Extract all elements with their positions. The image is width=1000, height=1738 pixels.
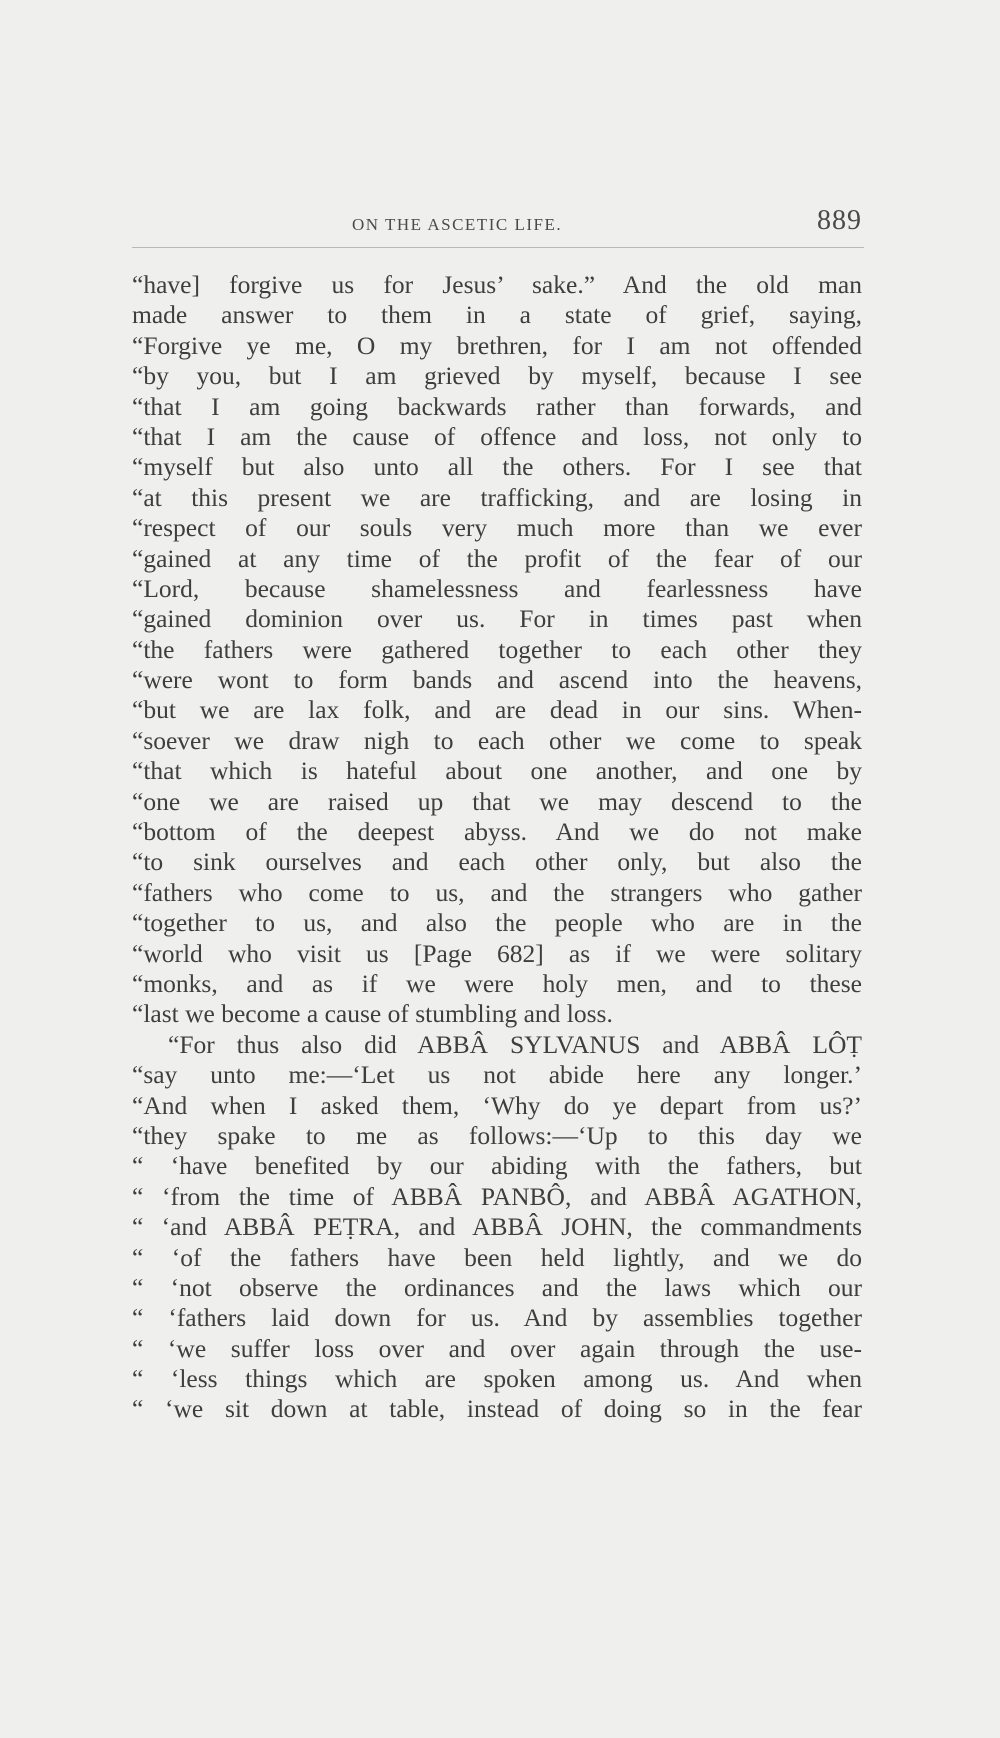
- text-line: “the fathers were gathered together to each other they: [132, 634, 862, 664]
- text-line: “have] forgive us for Jesus’ sake.” And the old man: [132, 270, 862, 299]
- header-rule: [132, 247, 864, 248]
- text-line: “ ‘less things which are spoken among us. And when: [132, 1364, 862, 1394]
- text-line: “ ‘we sit down at table, instead of doing so in the fear: [132, 1394, 862, 1424]
- text-line: “gained at any time of the profit of the fear of our: [132, 543, 862, 573]
- text-line: made answer to them in a state of grief, saying,: [132, 300, 862, 330]
- text-line: “to sink ourselves and each other only, but also the: [132, 847, 862, 877]
- text-line: “one we are raised up that we may descend to the: [132, 786, 862, 816]
- text-line: “last we become a cause of stumbling and loss.: [132, 999, 613, 1029]
- text-line: “Lord, because shamelessness and fearlessness have: [132, 573, 862, 603]
- text-line: “respect of our souls very much more than we ever: [132, 513, 862, 543]
- text-line: “world who visit us [Page 682] as if we were solitary: [132, 938, 862, 968]
- text-line: “that I am going backwards rather than forwards, and: [132, 391, 862, 421]
- text-line: “monks, and as if we were holy men, and to these: [132, 968, 862, 998]
- text-line: “that I am the cause of offence and loss, not only to: [132, 421, 862, 451]
- text-line: “And when I asked them, ‘Why do ye depart from us?’: [132, 1090, 862, 1120]
- text-line: “ ‘and ABBÂ PEṬRA, and ABBÂ JOHN, the commandments: [132, 1212, 862, 1242]
- text-line: “that which is hateful about one another, and one by: [132, 756, 862, 786]
- text-line: “ ‘we suffer loss over and over again through the use-: [132, 1333, 862, 1363]
- text-line: “ ‘not observe the ordinances and the laws which our: [132, 1272, 862, 1302]
- text-line: “ ‘have benefited by our abiding with the fathers, but: [132, 1151, 862, 1181]
- text-line: “gained dominion over us. For in times past when: [132, 604, 862, 634]
- text-line: “they spake to me as follows:—‘Up to this day we: [132, 1120, 862, 1150]
- text-line: “fathers who come to us, and the strangers who gather: [132, 877, 862, 907]
- text-line: “soever we draw nigh to each other we come to speak: [132, 725, 862, 755]
- text-line: “by you, but I am grieved by myself, because I see: [132, 361, 862, 391]
- text-line: “together to us, and also the people who are in the: [132, 908, 862, 938]
- text-line: “were wont to form bands and ascend into the heavens,: [132, 665, 862, 695]
- running-head: [132, 205, 862, 245]
- text-line: “but we are lax folk, and are dead in our sins. When-: [132, 695, 862, 725]
- body-text: [132, 270, 862, 1425]
- text-line: “ ‘fathers laid down for us. And by assemblies together: [132, 1303, 862, 1333]
- text-line: “at this present we are trafficking, and are losing in: [132, 482, 862, 512]
- text-line: “ ‘of the fathers have been held lightly, and we do: [132, 1242, 862, 1272]
- text-line: “say unto me:—‘Let us not abide here any longer.’: [132, 1060, 862, 1090]
- text-line: “bottom of the deepest abyss. And we do not make: [132, 817, 862, 847]
- page-number: 889: [817, 205, 862, 236]
- text-line: “myself but also unto all the others. For I see that: [132, 452, 862, 482]
- running-title: ON THE ASCETIC LIFE.: [352, 215, 563, 234]
- text-line: “Forgive ye me, O my brethren, for I am not offended: [132, 330, 862, 360]
- text-line: “For thus also did ABBÂ SYLVANUS and ABBÂ LÔṬ: [168, 1029, 862, 1059]
- text-line: “ ‘from the time of ABBÂ PANBÔ, and ABBÂ AGATHON,: [132, 1181, 862, 1211]
